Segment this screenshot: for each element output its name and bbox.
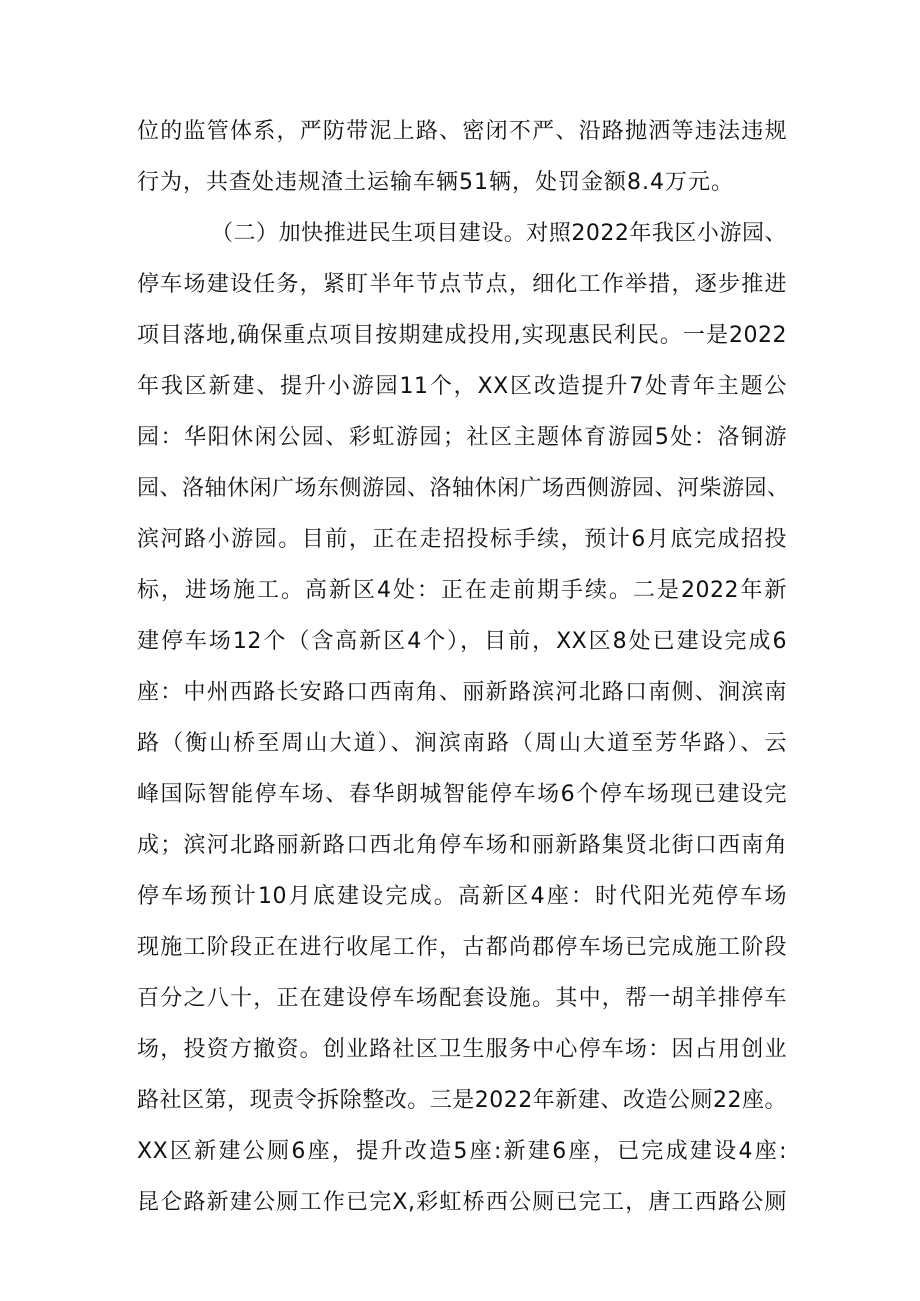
text-line: 年我区新建、提升小游园11个，XX区改造提升7处青年主题公 [137, 374, 787, 399]
text-line: 路社区第，现责令拆除整改。三是2022年新建、改造公厕22座。 [137, 1088, 787, 1113]
text-line: 行为，共查处违规渣土运输车辆51辆，处罚金额8.4万元。 [137, 170, 734, 195]
text-line: 昆仑路新建公厕工作已完X,彩虹桥西公厕已完工，唐工西路公厕 [137, 1190, 787, 1215]
text-line: 路（衡山桥至周山大道）、涧滨南路（周山大道至芳华路）、云 [137, 731, 787, 756]
text-line: 滨河路小游园。目前，正在走招投标手续，预计6月底完成招投 [137, 527, 787, 552]
text-line: 现施工阶段正在进行收尾工作，古都尚郡停车场已完成施工阶段 [137, 935, 787, 960]
text-line: 百分之八十，正在建设停车场配套设施。其中，帮一胡羊排停车 [137, 986, 787, 1011]
text-line: 建停车场12个（含高新区4个），目前，XX区8处已建设完成6 [137, 629, 787, 654]
section-heading-line: （二）加快推进民生项目建设。对照2022年我区小游园、 [211, 221, 787, 246]
text-line: XX区新建公厕6座，提升改造5座:新建6座，已完成建设4座: [137, 1139, 787, 1164]
text-line: 园：华阳休闲公园、彩虹游园；社区主题体育游园5处：洛铜游 [137, 425, 787, 450]
text-line: 标，进场施工。高新区4处：正在走前期手续。二是2022年新 [137, 578, 787, 603]
text-line: 停车场建设任务，紧盯半年节点节点，细化工作举措，逐步推进 [137, 272, 787, 297]
text-line: 座：中州西路长安路口西南角、丽新路滨河北路口南侧、涧滨南 [137, 680, 787, 705]
text-line: 位的监管体系，严防带泥上路、密闭不严、沿路抛洒等违法违规 [137, 119, 787, 144]
text-line: 停车场预计10月底建设完成。高新区4座：时代阳光苑停车场 [137, 884, 787, 909]
body-text [137, 106, 790, 1228]
text-line: 场，投资方撤资。创业路社区卫生服务中心停车场：因占用创业 [137, 1037, 787, 1062]
text-line: 成；滨河北路丽新路口西北角停车场和丽新路集贤北街口西南角 [137, 833, 787, 858]
text-line: 园、洛轴休闲广场东侧游园、洛轴休闲广场西侧游园、河柴游园、 [137, 476, 790, 501]
text-line: 项目落地,确保重点项目按期建成投用,实现惠民利民。一是2022 [137, 323, 787, 348]
text-line: 峰国际智能停车场、春华朗城智能停车场6个停车场现已建设完 [137, 782, 787, 807]
